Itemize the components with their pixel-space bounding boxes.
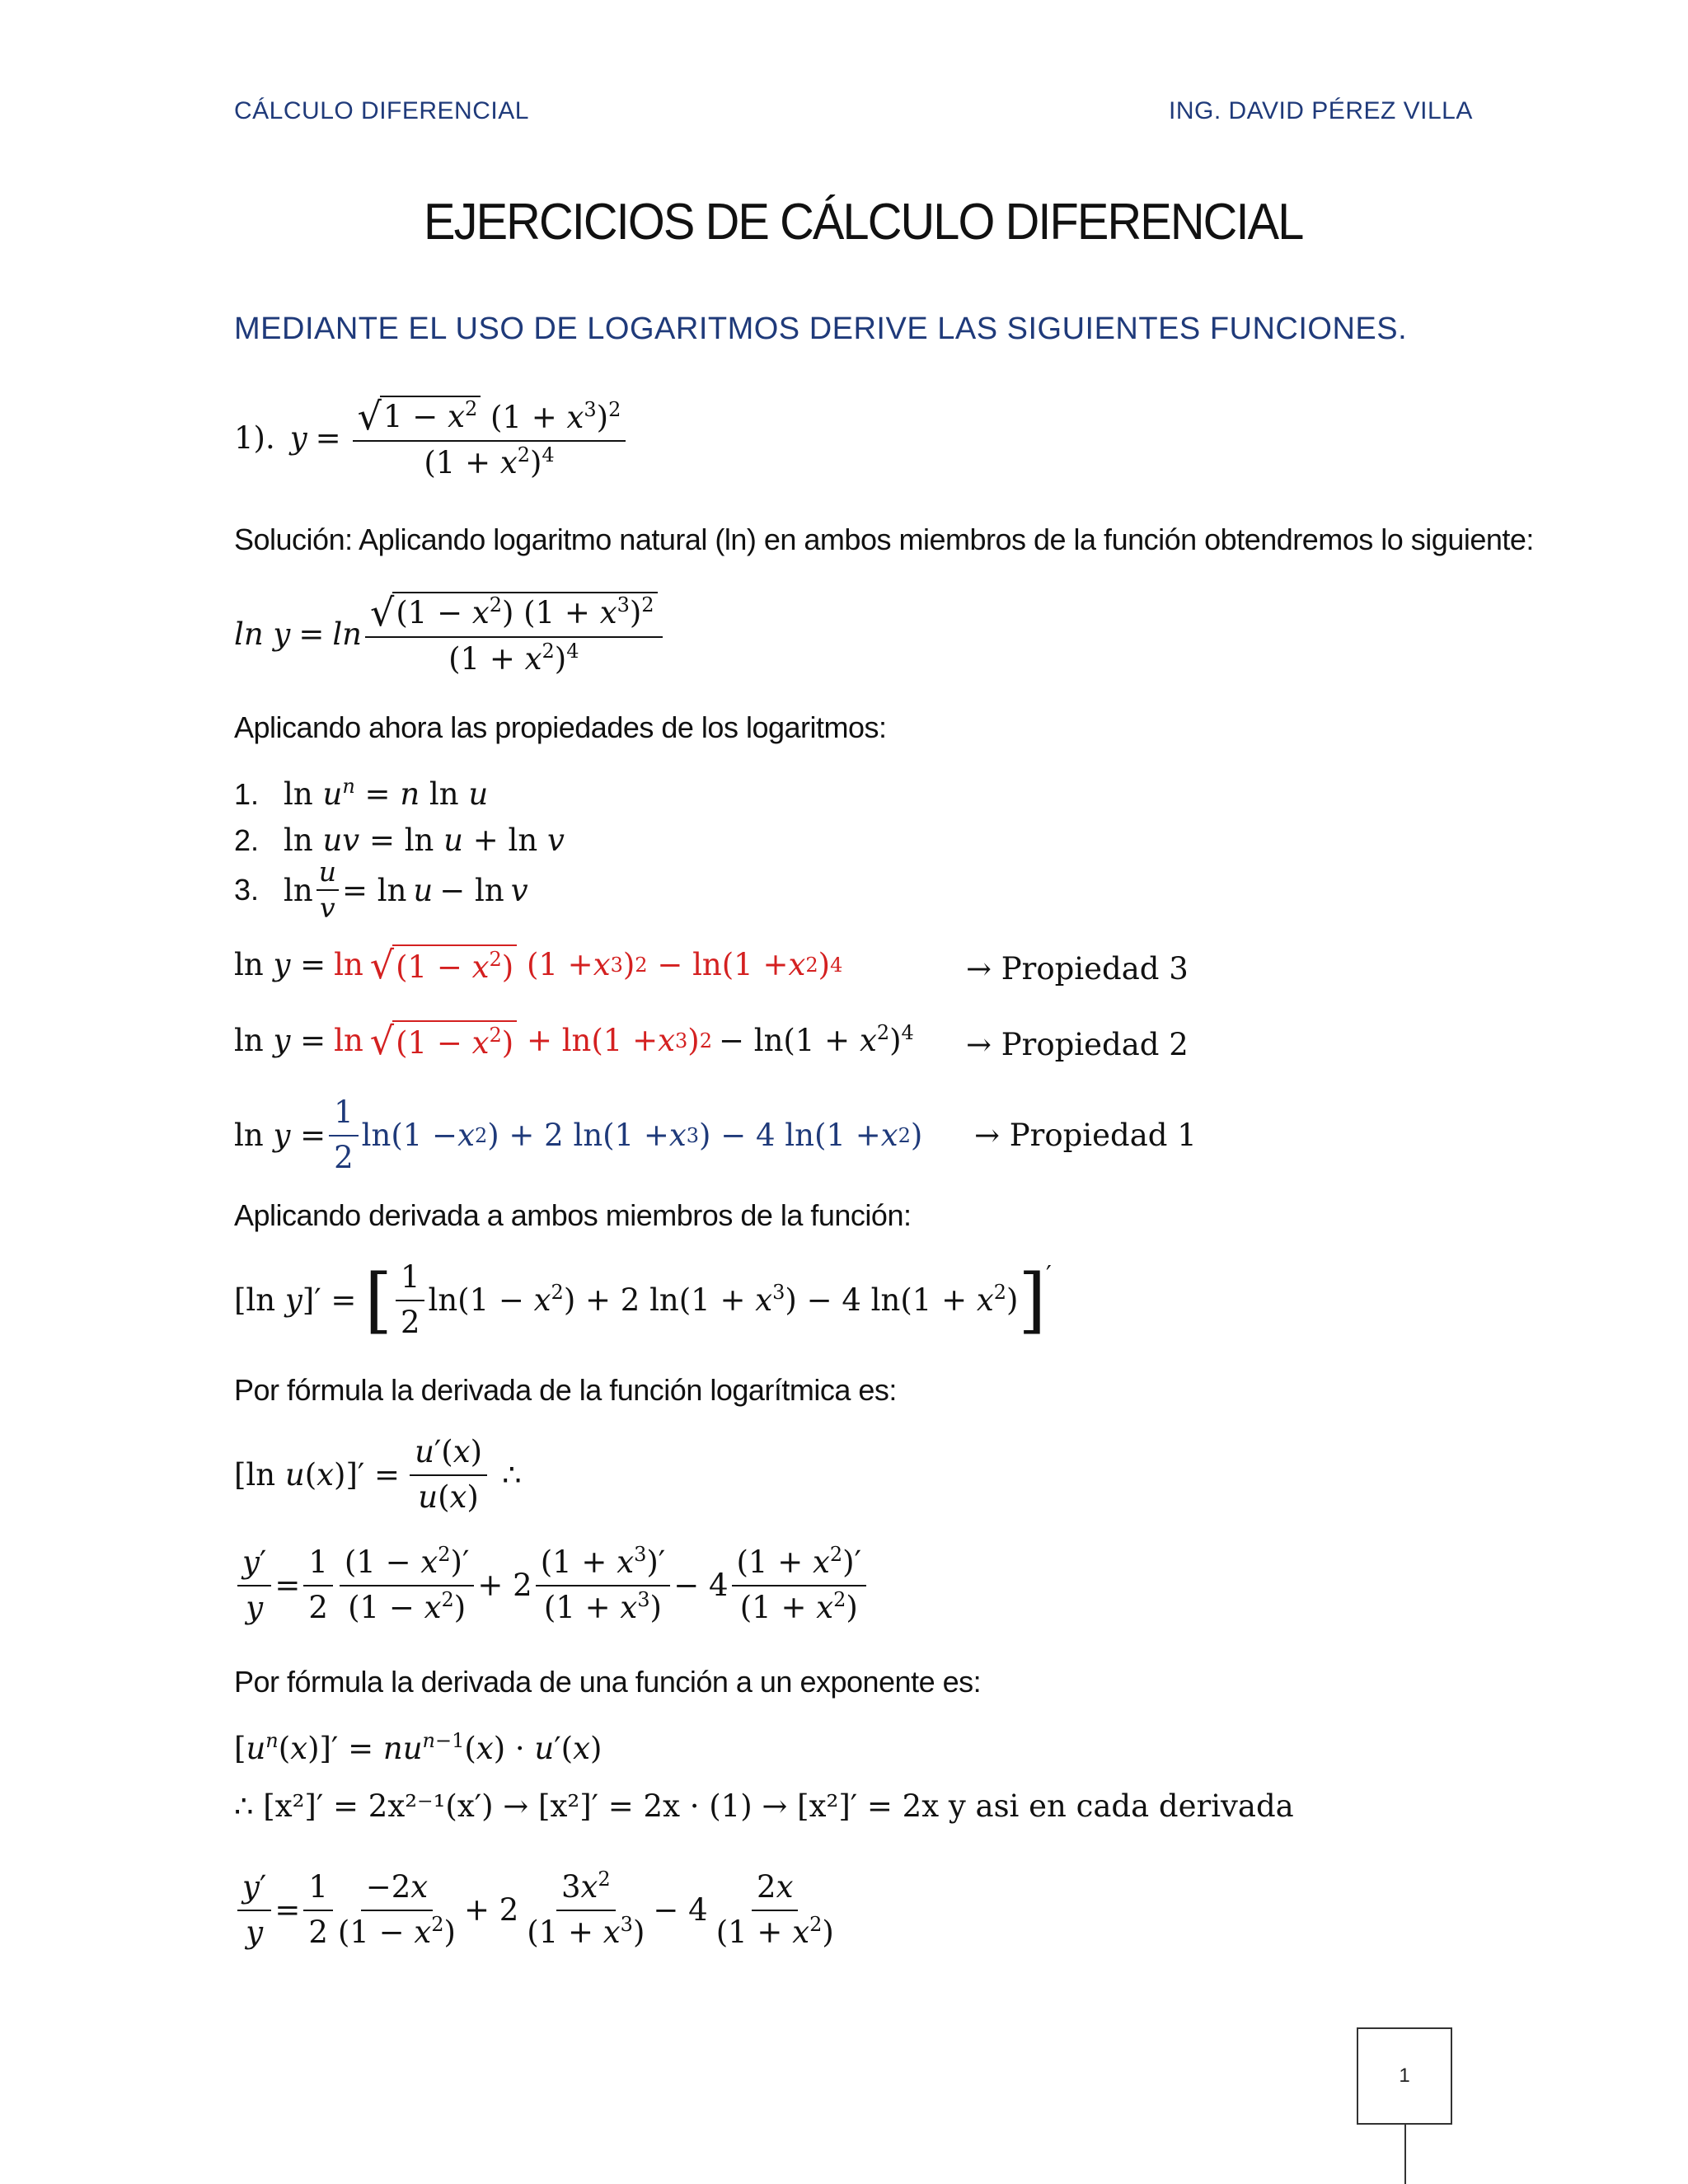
power-formula-intro: Por fórmula la derivada de una función a un exponente es: [234,1665,982,1699]
property-1: 1. $\ln u^n = n$ ln u [234,775,489,812]
step-property-1: ln y = $\frac{1}{2}$ ln(1 − x 2 ) + 2 ln(1 + x 3 ) − 4 ln(1 + x 2 ) [234,1094,923,1175]
power-rule-example: ∴ [x²]′ = 2x²⁻¹(x′) → [x²]′ = 2x · (1) → [x²]′ = 2x y asi en cada derivada [234,1788,1294,1824]
header-left: CÁLCULO DIFERENCIAL [234,97,529,124]
page-title: EJERCICIOS DE CÁLCULO DIFERENCIAL [424,194,1303,251]
log-formula-intro: Por fórmula la derivada de la función logarítmica es: [234,1373,897,1407]
derivative-equation: [ln y]′ = [ $\frac{1}{2}$ $\ln(1 - x^2) + 2$ $\ln(1 + x^3) - 4$ $\ln(1 + x^2)$ ] ′ [234,1258,1052,1342]
final-derivative: $\frac{y'}{y}$ = $\frac{1}{2}$ $\frac{-2x}{(1 - x^2)}$ + 2 $\frac{3x^2}{(1 + x^3)}$ − 4 $\frac{2x}{(1 + x^2)}$ [234,1871,842,1949]
label-propiedad-1: → Propiedad 1 [974,1118,1197,1153]
ln-equation: ln y = ln √ $(1 - x^2)$ $(1 + x^3)^2$ $(1 + x^2)^4$ [234,592,666,676]
label-propiedad-2: → Propiedad 2 [966,1027,1189,1062]
log-derivative-formula: [ln u(x)]′ = $\frac{u'(x)}{u(x)}$ ∴ [234,1434,522,1515]
property-2: 2. ln uv = ln u + ln v [234,823,565,858]
exercise-label: 1). [234,419,275,456]
exercise-1-function: 1). y = √ $1 - x^2$ $(1 + x^3)^2$ $(1 + x^2)^4$ [234,396,629,480]
properties-intro: Aplicando ahora las propiedades de los logaritmos: [234,710,887,744]
step-property-3: ln y = ln √ $(1 - x^2)$ (1 + x 3 ) 2 − ln(1 + x 2 ) 4 [234,943,843,987]
instruction-subtitle: MEDIANTE EL USO DE LOGARITMOS DERIVE LAS SIGUIENTES FUNCIONES. [234,312,1408,346]
step-property-2: ln y = ln √ $(1 - x^2)$ + ln(1 + x 3 ) 2 − $\ln(1 + x^2)^4$ [234,1019,914,1063]
derivative-intro: Aplicando derivada a ambos miembros de la función: [234,1198,912,1232]
page-number-box [1357,2027,1452,2125]
label-propiedad-3: → Propiedad 3 [966,951,1189,987]
solution-text: Solución: Aplicando logaritmo natural (ln) en ambos miembros de la función obtendremos lo siguiente: [234,523,1534,556]
property-3: 3. ln $\frac{u}{v}$ = ln u − ln v [234,855,528,925]
page-number: 1 [1399,2064,1410,2087]
header-right: ING. DAVID PÉREZ VILLA [1169,97,1473,124]
power-rule-formula: $[u^n(x)]' = nu^{n-1}(x) \cdot u'(x)$ [234,1729,603,1766]
page-number-line [1404,2123,1406,2184]
log-derivative-expanded: $\frac{y'}{y}$ = $\frac{1}{2}$ $\frac{(1 - x^2)'}{(1 - x^2)}$ + 2 $\frac{(1 + x^3)'}{(1 + x^3)}$ − 4 $\frac{(1 + x^2)'}{(1 + x^2)}$ [234,1546,870,1624]
